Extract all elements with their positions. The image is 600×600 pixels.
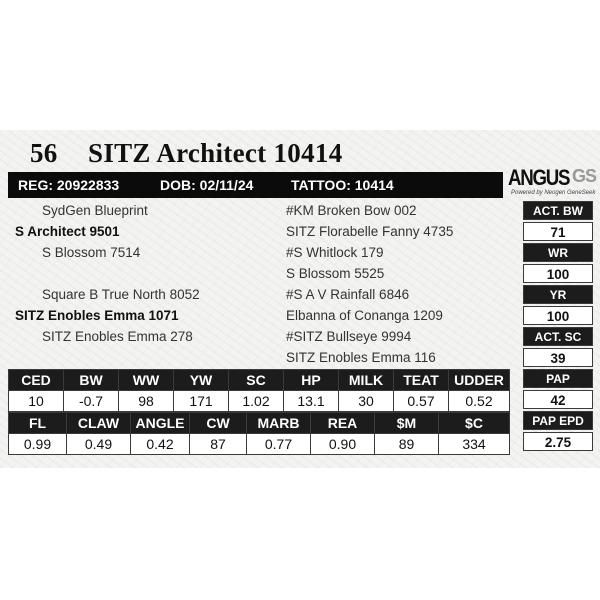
logo-suffix: GS [572,166,597,186]
epd-header: CW [190,413,247,434]
info-bar [8,172,503,198]
pap-epd-value: 2.75 [523,432,593,451]
dam: SITZ Enobles Emma 1071 [15,308,179,323]
act-sc-value: 39 [523,348,593,367]
epd-value: 0.42 [131,434,190,455]
epd-header: CED [9,370,64,391]
pedigree-right-item: #S Whitlock 179 [286,245,384,260]
pap-epd-label: PAP EPD [523,411,593,430]
epd-value: 13.1 [284,391,339,412]
epd-header: WW [119,370,174,391]
lot-title [30,138,343,169]
epd-header: FL [9,413,67,434]
pedigree-right-item: #KM Broken Bow 002 [286,203,417,218]
epd-header: REA [311,413,375,434]
epd-header: UDDER [449,370,510,391]
epd-header: YW [174,370,229,391]
pedigree-right-item: Elbanna of Conanga 1209 [286,308,443,323]
epd-header: ANGLE [131,413,190,434]
epd-value: 0.57 [394,391,449,412]
wr-label: WR [523,243,593,262]
pedigree-right-item: #SITZ Bullseye 9994 [286,329,412,344]
epd-value: 334 [439,434,510,455]
epd-value: 87 [190,434,247,455]
registration-number: REG: 20922833 [18,177,120,193]
act-bw-label: ACT. BW [523,201,593,220]
yr-value: 100 [523,306,593,325]
angus-gs-logo [508,163,597,203]
pedigree-right-item: #S A V Rainfall 6846 [286,287,410,302]
epd-value: 0.52 [449,391,510,412]
pedigree-right-item: SITZ Florabelle Fanny 4735 [286,224,454,239]
yr-label: YR [523,285,593,304]
logo-tagline: Powered by Neogen GeneSeek [511,190,596,196]
epd-value: 98 [119,391,174,412]
logo-word: ANGUS [508,165,570,190]
epd-header: BW [64,370,119,391]
epd-value: 0.90 [311,434,375,455]
animal-name: SITZ Architect 10414 [88,138,343,168]
epd-table-carcass [8,412,510,455]
epd-header: CLAW [67,413,131,434]
sire: S Architect 9501 [15,224,120,239]
date-of-birth: DOB: 02/11/24 [160,177,254,193]
act-bw-value: 71 [523,222,593,241]
epd-header: TEAT [394,370,449,391]
lot-number: 56 [30,138,58,168]
epd-header: $M [375,413,439,434]
side-stats [523,201,593,453]
dam-dam: SITZ Enobles Emma 278 [42,329,193,344]
dam-sire: Square B True North 8052 [42,287,200,302]
tattoo: TATTOO: 10414 [291,177,394,193]
pedigree-right-item: S Blossom 5525 [286,266,385,281]
epd-value: -0.7 [64,391,119,412]
epd-header: $C [439,413,510,434]
act-sc-label: ACT. SC [523,327,593,346]
epd-value: 0.77 [247,434,311,455]
epd-header: MILK [339,370,394,391]
epd-value: 10 [9,391,64,412]
wr-value: 100 [523,264,593,283]
epd-value: 171 [174,391,229,412]
epd-value: 30 [339,391,394,412]
epd-value: 1.02 [229,391,284,412]
pap-value: 42 [523,390,593,409]
epd-table-production [8,369,510,412]
epd-header: SC [229,370,284,391]
sire-sire: SydGen Blueprint [42,203,148,218]
epd-header: MARB [247,413,311,434]
sire-dam: S Blossom 7514 [42,245,141,260]
pap-label: PAP [523,369,593,388]
epd-value: 0.99 [9,434,67,455]
epd-value: 0.49 [67,434,131,455]
pedigree-right-item: SITZ Enobles Emma 116 [286,350,436,365]
epd-header: HP [284,370,339,391]
epd-value: 89 [375,434,439,455]
